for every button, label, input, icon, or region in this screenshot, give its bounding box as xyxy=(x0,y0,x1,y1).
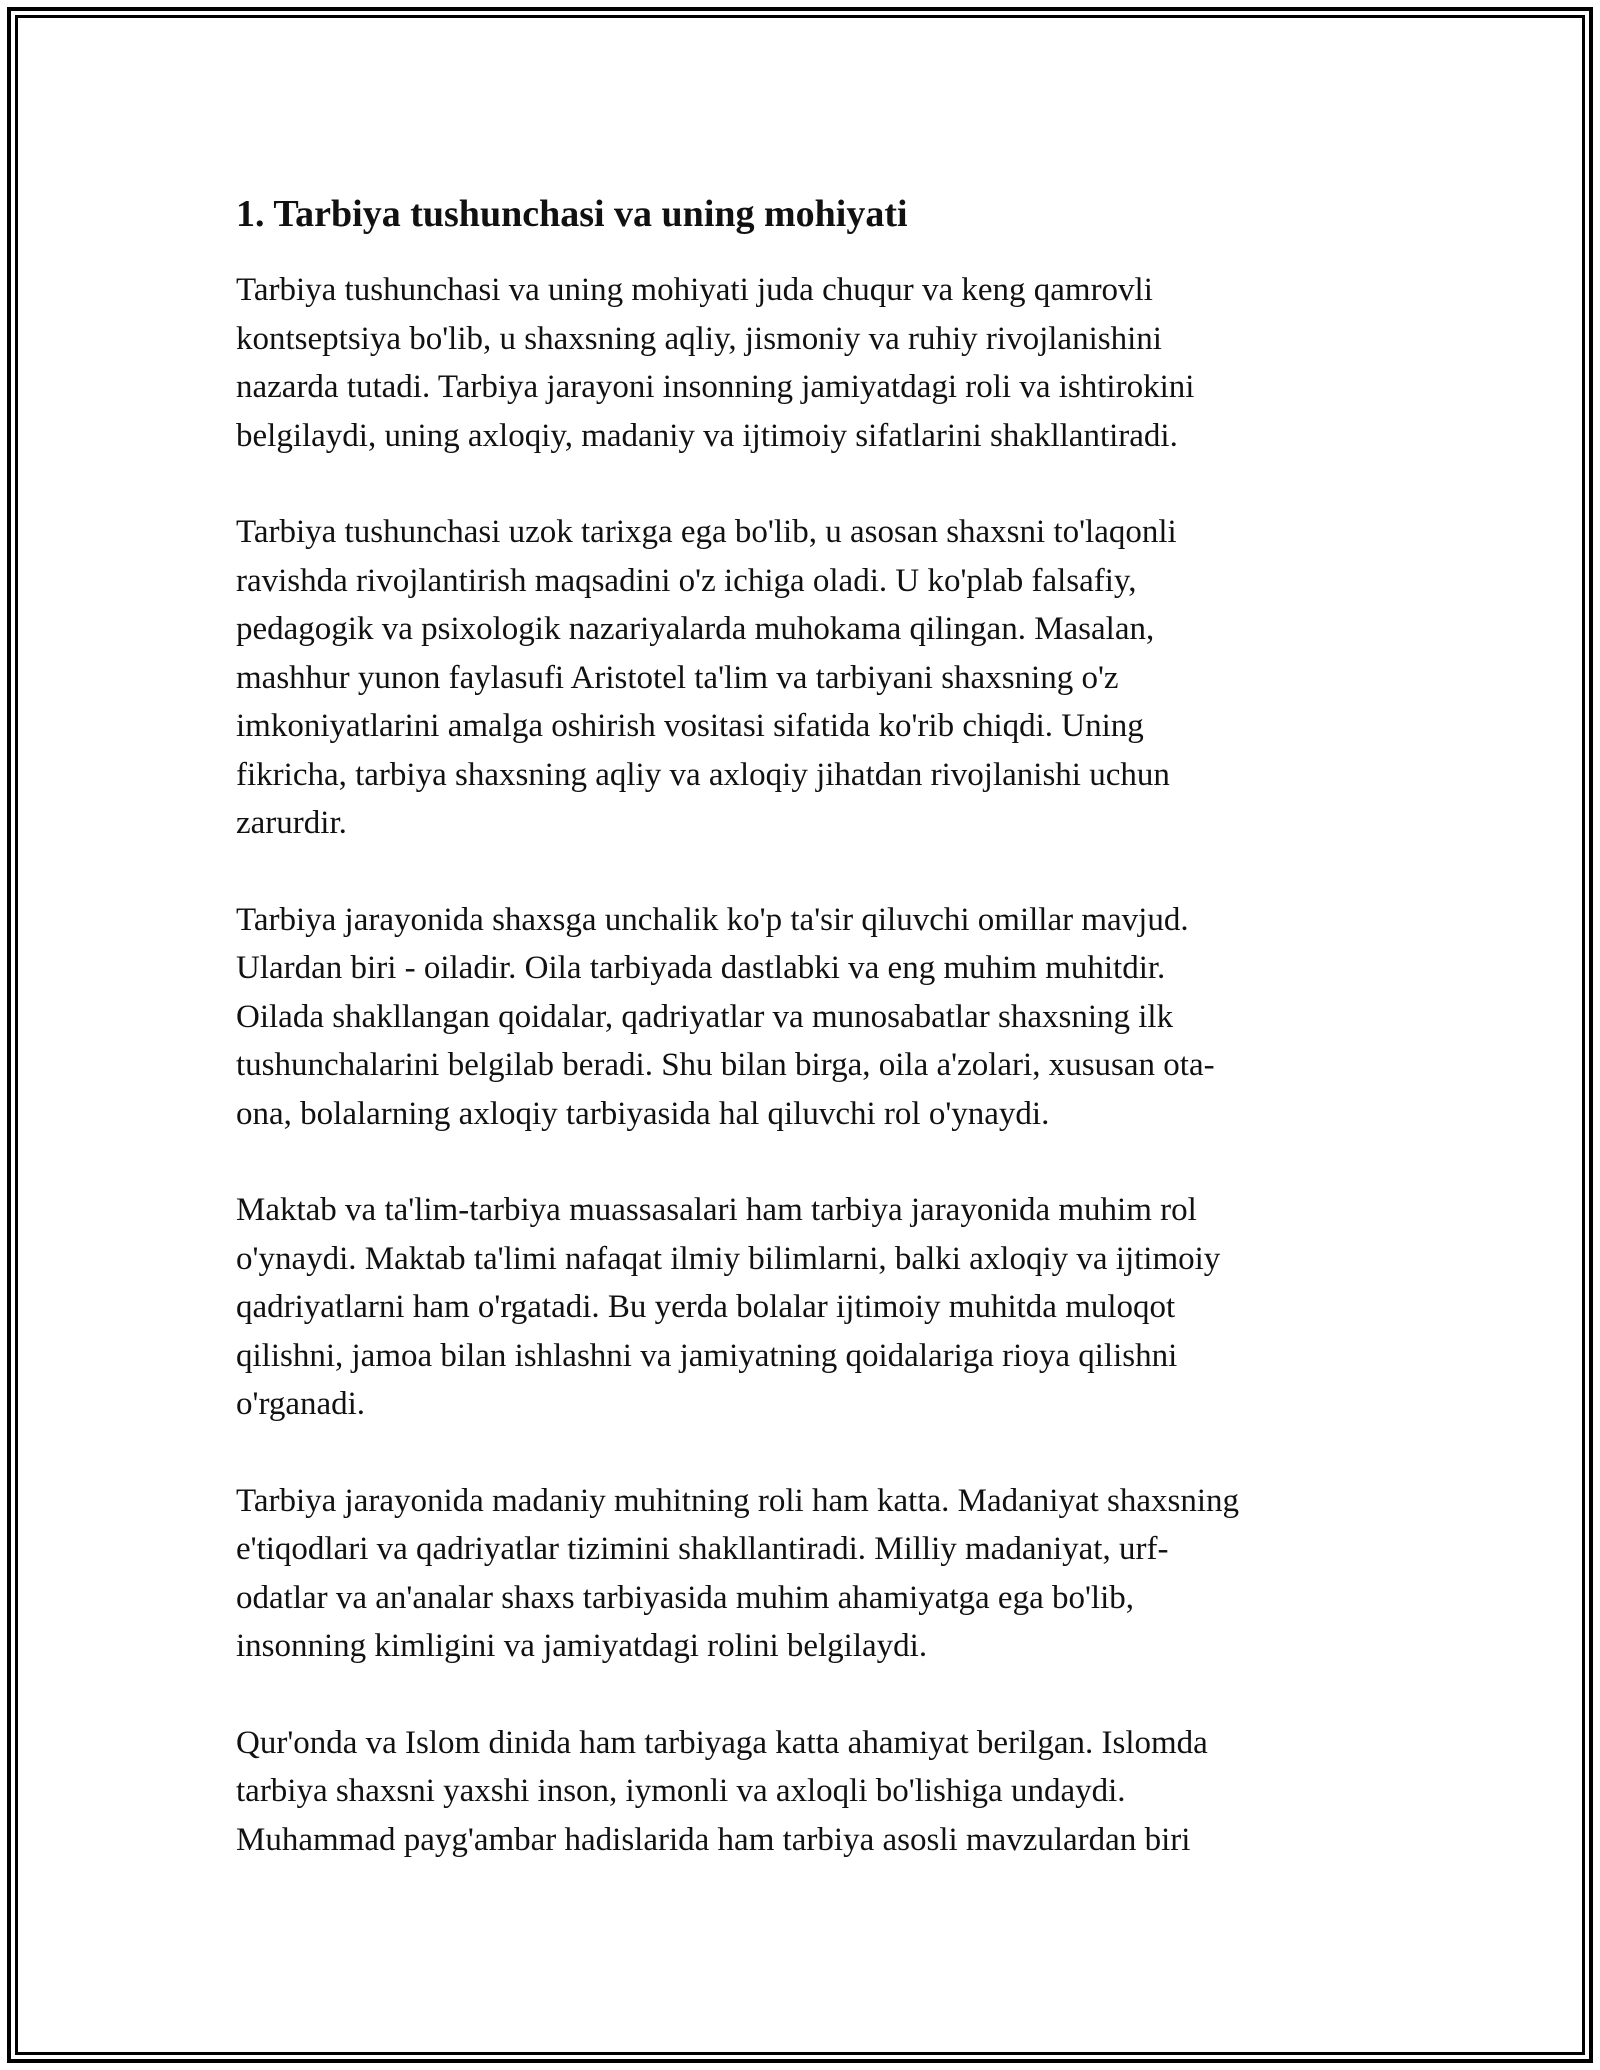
text-line: nazarda tutadi. Tarbiya jarayoni insonning jamiyatdagi roli va ishtirokini xyxy=(236,369,1195,405)
text-line: Oilada shakllangan qoidalar, qadriyatlar va munosabatlar shaxsning ilk xyxy=(236,998,1174,1035)
text-line: insonning kimligini va jamiyatdagi rolini belgilaydi. xyxy=(236,1628,928,1664)
paragraph-6 xyxy=(236,1719,1366,1865)
paragraph-1 xyxy=(236,266,1366,460)
text-line: e'tiqodlari va qadriyatlar tizimini shakllantiradi. Milliy madaniyat, urf- xyxy=(236,1531,1169,1567)
text-line: Muhammad payg'ambar hadislarida ham tarbiya asosli mavzulardan biri xyxy=(236,1821,1191,1858)
text-line: imkoniyatlarini amalga oshirish vositasi sifatida ko'rib chiqdi. Uning xyxy=(236,708,1144,744)
text-line: tarbiya shaxsni yaxshi inson, iymonli va axloqli bo'lishiga undaydi. xyxy=(236,1773,1126,1809)
text-line: qadriyatlarni ham o'rgatadi. Bu yerda bolalar ijtimoiy muhitda muloqot xyxy=(236,1289,1176,1325)
text-line: qilishni, jamoa bilan ishlashni va jamiyatning qoidalariga rioya qilishni xyxy=(236,1337,1178,1374)
text-line: mashhur yunon faylasufi Aristotel ta'lim va tarbiyani shaxsning o'z xyxy=(236,659,1119,696)
text-line: Qur'onda va Islom dinida ham tarbiyaga katta ahamiyat berilgan. Islomda xyxy=(236,1724,1208,1761)
text-line: ravishda rivojlantirish maqsadini o'z ichiga oladi. U ko'plab falsafiy, xyxy=(236,562,1137,599)
section-heading: 1. Tarbiya tushunchasi va uning mohiyati xyxy=(236,193,908,235)
text-line: pedagogik va psixologik nazariyalarda muhokama qilingan. Masalan, xyxy=(236,611,1155,647)
text-line: zarurdir. xyxy=(236,805,347,841)
text-line: Maktab va ta'lim-tarbiya muassasalari ham tarbiya jarayonida muhim rol xyxy=(236,1192,1197,1228)
text-line: belgilaydi, uning axloqiy, madaniy va ijtimoiy sifatlarini shakllantiradi. xyxy=(236,417,1178,454)
text-line: tushunchalarini belgilab beradi. Shu bilan birga, oila a'zolari, xususan ota- xyxy=(236,1047,1215,1083)
text-line: Tarbiya tushunchasi uzok tarixga ega bo'lib, u asosan shaxsni to'laqonli xyxy=(236,514,1177,550)
text-line: kontseptsiya bo'lib, u shaxsning aqliy, jismoniy va ruhiy rivojlanishini xyxy=(236,320,1162,357)
paragraph-2 xyxy=(236,508,1366,848)
text-line: o'ynaydi. Maktab ta'limi nafaqat ilmiy bilimlarni, balki axloqiy va ijtimoiy xyxy=(236,1240,1221,1277)
text-line: Tarbiya jarayonida madaniy muhitning roli ham katta. Madaniyat shaxsning xyxy=(236,1482,1240,1519)
text-line: Ulardan biri - oiladir. Oila tarbiyada dastlabki va eng muhim muhitdir. xyxy=(236,950,1166,986)
paragraph-5 xyxy=(236,1477,1366,1671)
paragraph-4 xyxy=(236,1186,1366,1429)
paragraph-3 xyxy=(236,896,1366,1139)
text-line: Tarbiya tushunchasi va uning mohiyati juda chuqur va keng qamrovli xyxy=(236,272,1153,308)
document-body xyxy=(236,186,1366,1912)
text-line: o'rganadi. xyxy=(236,1386,366,1422)
text-line: ona, bolalarning axloqiy tarbiyasida hal qiluvchi rol o'ynaydi. xyxy=(236,1095,1050,1132)
text-line: odatlar va an'analar shaxs tarbiyasida muhim ahamiyatga ega bo'lib, xyxy=(236,1579,1134,1616)
text-line: Tarbiya jarayonida shaxsga unchalik ko'p ta'sir qiluvchi omillar mavjud. xyxy=(236,901,1189,938)
text-line: fikricha, tarbiya shaxsning aqliy va axloqiy jihatdan rivojlanishi uchun xyxy=(236,756,1170,793)
